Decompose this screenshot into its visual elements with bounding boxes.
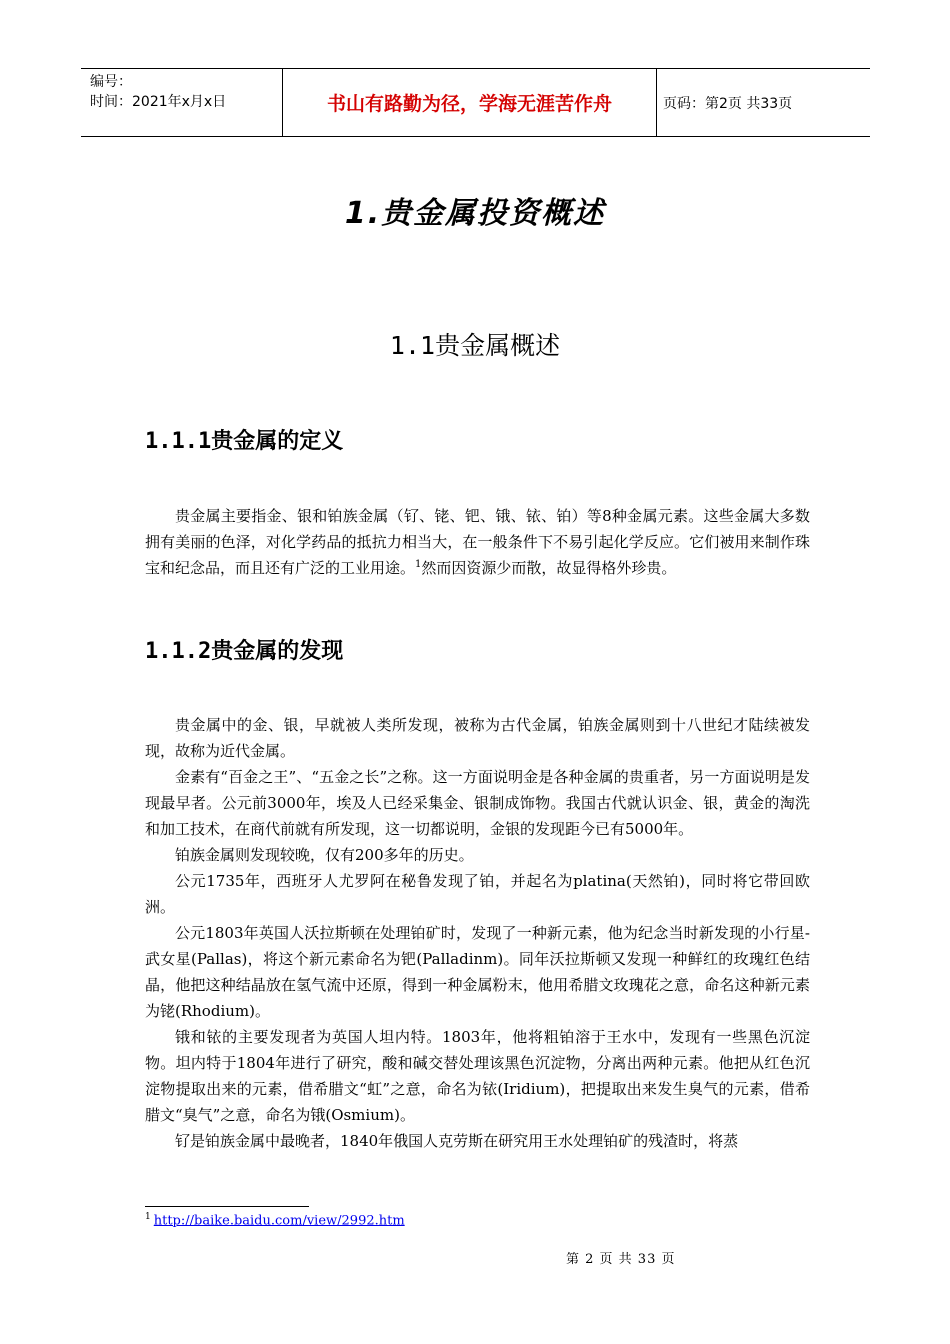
header-meta [81, 69, 282, 136]
section-heading: 1.1贵金属概述 [389, 331, 561, 360]
number-label: 编号： [90, 74, 132, 90]
header-page-info: 页码：第2页 共33页 [663, 95, 793, 112]
discovery-paragraph: 贵金属中的金、银，早就被人类所发现，被称为古代金属，铂族金属则到十八世纪才陆续被发现，故称为近代金属。 [145, 716, 810, 760]
definition-paragraph [145, 503, 810, 581]
discovery-paragraph: 金素有“百金之王”、“五金之长”之称。这一方面说明金是各种金属的贵重者，另一方面说明是发现最早者。公元前3000年，埃及人已经采集金、银制成饰物。我国古代就认识金、银，黄金的淘洗和加工技术，在商代前就有所发现，这一切都说明，金银的发现距今已有5000年。 [145, 768, 810, 838]
footnote-divider [145, 1206, 309, 1207]
subsection-heading-discovery: 1.1.2贵金属的发现 [145, 639, 344, 664]
definition-text: 贵金属主要指金、银和铂族金属（钌、铑、钯、锇、铱、铂）等8种金属元素。这些金属大多数拥有美丽的色泽，对化学药品的抵抗力相当大，在一般条件下不易引起化学反应。它们被用来制作珠宝和纪念品，而且还有广泛的工业用途。 [145, 507, 810, 577]
discovery-paragraph: 公元1735年，西班牙人尤罗阿在秘鲁发现了铂，并起名为platina(天然铂)，同时将它带回欧洲。 [145, 872, 810, 916]
footnote-reference[interactable]: 1 [415, 559, 422, 570]
header-motto: 书山有路勤为径，学海无涯苦作舟 [282, 69, 657, 136]
footnote-link[interactable]: http://baike.baidu.com/view/2992.htm [153, 1213, 405, 1229]
discovery-paragraph: 钌是铂族金属中最晚者，1840年俄国人克劳斯在研究用王水处理铂矿的残渣时，将蒸 [175, 1132, 739, 1150]
document-title: 1.贵金属投资概述 [344, 196, 606, 231]
footnote [145, 1212, 405, 1228]
discovery-body [0, 712, 810, 1154]
definition-text-cont: 然而因资源少而散，故显得格外珍贵。 [421, 559, 677, 577]
footnote-mark: 1 [145, 1212, 151, 1222]
discovery-paragraph: 铂族金属则发现较晚，仅有200多年的历史。 [175, 846, 474, 864]
time-label: 时间：2021年x月x日 [90, 94, 227, 110]
page-header [81, 68, 870, 137]
page-footer: 第 2 页 共 33 页 [566, 1252, 676, 1267]
discovery-paragraph: 锇和铱的主要发现者为英国人坦内特。1803年，他将粗铂溶于王水中，发现有一些黑色沉淀物。坦内特于1804年进行了研究，酸和碱交替处理该黑色沉淀物，分离出两种元素。他把从红色沉淀物提取出来的元素，借希腊文“虹”之意，命名为铱(Iridium)，把提取出来发生臭气的元素，借希腊文“臭气”之意，命名为锇(Osmium)。 [145, 1028, 810, 1124]
subsection-heading-definition: 1.1.1贵金属的定义 [145, 429, 344, 454]
discovery-paragraph: 公元1803年英国人沃拉斯顿在处理铂矿时，发现了一种新元素，他为纪念当时新发现的小行星-武女星(Pallas)，将这个新元素命名为钯(Palladinm)。同年沃拉斯顿又发现一种鲜红的玫瑰红色结晶，他把这种结晶放在氢气流中还原，得到一种金属粉末，他用希腊文玫瑰花之意，命名这种新元素为铑(Rhodium)。 [145, 924, 810, 1020]
